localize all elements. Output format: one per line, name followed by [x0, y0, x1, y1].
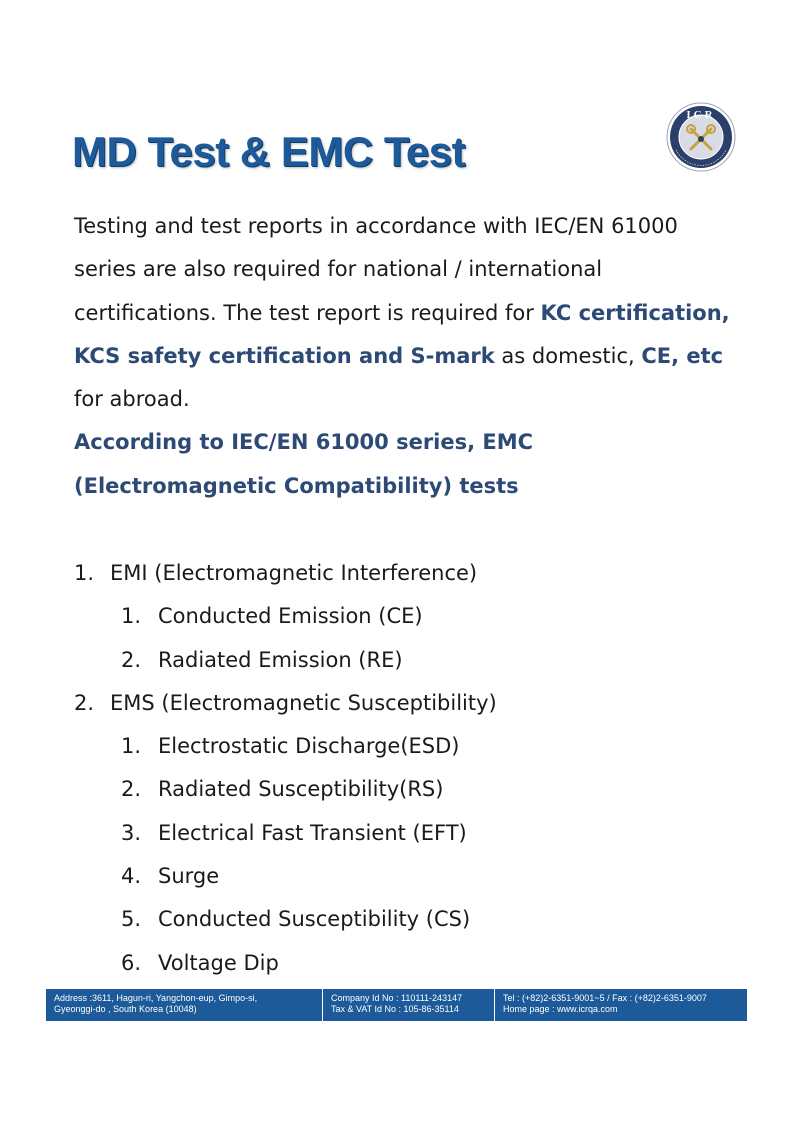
list-number: 5.	[121, 907, 142, 932]
footer-address	[46, 989, 322, 1021]
test-list	[74, 552, 734, 985]
list-item-label: Conducted Emission (CE)	[158, 604, 423, 629]
list-number: 2.	[121, 777, 142, 802]
list-item	[74, 552, 734, 595]
list-item	[74, 595, 734, 638]
svg-text:ICR: ICR	[686, 109, 716, 121]
list-item	[74, 942, 734, 985]
list-number: 2.	[121, 647, 142, 672]
list-item-label: Electrical Fast Transient (EFT)	[158, 820, 467, 845]
list-item	[74, 725, 734, 768]
footer-tax-id: Tax & VAT Id No : 105-86-35114	[331, 1004, 459, 1014]
footer-tel-fax: Tel : (+82)2-6351-9001~5 / Fax : (+82)2-6351-9007	[503, 993, 707, 1003]
list-item	[74, 812, 734, 855]
list-number: 1.	[74, 561, 95, 585]
list-item-label: Voltage Dip	[158, 950, 279, 975]
list-number: 1.	[121, 734, 142, 759]
intro-paragraph	[74, 205, 734, 508]
footer-address-line2: Gyeonggi-do , South Korea (10048)	[54, 1004, 197, 1014]
list-item-label: Electrostatic Discharge(ESD)	[158, 734, 460, 759]
list-number: 1.	[121, 604, 142, 629]
footer-homepage: Home page : www.icrqa.com	[503, 1004, 618, 1014]
list-item-label: Conducted Susceptibility (CS)	[158, 907, 471, 932]
list-item	[74, 682, 734, 725]
intro-highlight-line: According to IEC/EN 61000 series, EMC (Electromagnetic Compatibility) tests	[74, 430, 534, 498]
list-number: 4.	[121, 864, 142, 889]
intro-text-2: as domestic,	[494, 343, 642, 368]
intro-highlight-ce: CE, etc	[641, 343, 724, 368]
list-item	[74, 855, 734, 898]
list-item	[74, 898, 734, 941]
intro-text-1: Testing and test reports in accordance with IEC/EN 61000 series are also required for national / international certifications. The test report is required for	[74, 214, 678, 325]
list-number: 2.	[74, 690, 95, 715]
list-item-label: Radiated Susceptibility(RS)	[158, 777, 444, 802]
list-item	[74, 639, 734, 682]
list-item-label: EMS (Electromagnetic Susceptibility)	[110, 690, 497, 715]
icr-seal-logo-icon	[666, 102, 736, 172]
list-item-label: EMI (Electromagnetic Interference)	[110, 561, 478, 585]
footer-bar	[46, 989, 747, 1021]
list-item-label: Surge	[158, 864, 220, 889]
footer-contact	[494, 989, 747, 1021]
footer-company-ids	[322, 989, 494, 1021]
footer-company-id: Company Id No : 110111-243147	[331, 993, 463, 1003]
list-item	[74, 768, 734, 811]
intro-text-3: for abroad.	[74, 387, 190, 412]
list-item-label: Radiated Emission (RE)	[158, 647, 403, 672]
list-number: 3.	[121, 820, 142, 845]
intro-highlight-kc: KC certification, KCS safety certification and S-mark	[74, 300, 730, 368]
footer-address-line1: Address :3611, Hagun-ri, Yangchon-eup, Gimpo-si,	[54, 993, 258, 1003]
list-number: 6.	[121, 950, 142, 975]
page-title: MD Test & EMC Test	[72, 128, 466, 175]
